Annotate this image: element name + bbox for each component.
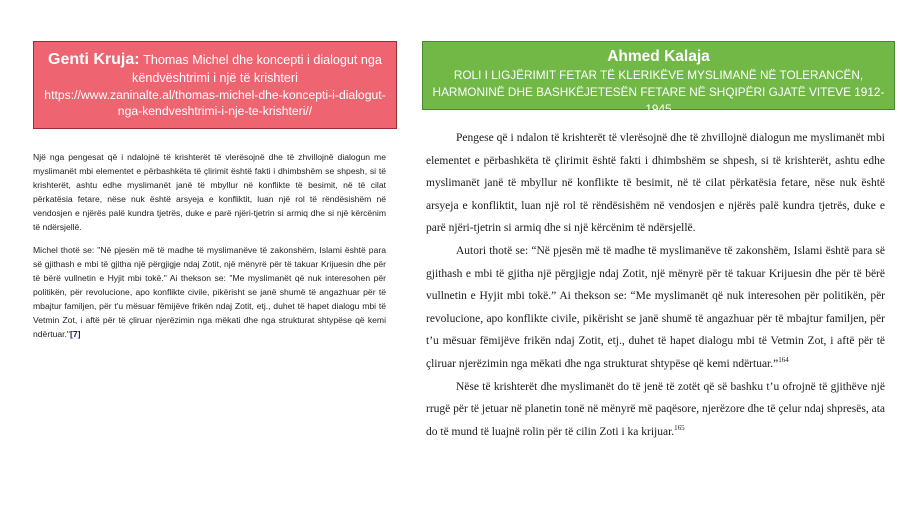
left-author-name: Genti Kruja:	[48, 51, 140, 68]
left-source-header	[33, 41, 397, 129]
left-paragraph-2	[33, 244, 386, 341]
left-paragraph-1: Një nga pengesat që i ndalojnë të krishterët të vlerësojnë dhe të zhvillojnë dialogun me myslimanët mbi elementet e përbashkëta të çlirimit është fakti i dhimbshëm se shpesh, si të krishterët, ashtu edhe myslimanët janë të mbyllur në konflikte të besimit, në të cilat përkatësia fetare, nëse nuk është arsyeja e konfliktit, luan një rol të rëndësishëm në vendosjen e njërës palë kundra tjetrës, duke e parë njëri-tjetrin si armiq dhe si një kërcënim të ndërsjellë.	[33, 152, 386, 232]
right-paragraph-3	[426, 376, 885, 444]
right-paragraph-3-text: Nëse të krishterët dhe myslimanët do të jenë të zotët që së bashku t’u ofrojnë të gjithëve një rrugë për të jetuar në planetin tonë në mënyrë më paqësore, njerëzore dhe të çelur ndaj shpresës, ata do të mund të luajnë rolin për të cilin Zoti i ka krijuar.	[426, 380, 885, 438]
right-paragraph-2-text: Autori thotë se: “Në pjesën më të madhe të myslimanëve të zakonshëm, Islami është para së gjithash e mbi të gjitha një përgjigje ndaj Zotit, një mënyrë për të takuar Krijuesin dhe për të bërë vullnetin e Hyjit mbi tokë.” Ai thekson se: “Me myslimanët që nuk interesohen për politikën, për revolucione, apo konflikte civile, pikërisht se janë shumë të angazhuar për të mbajtur familjen, për t’u mësuar fëmijëve frikën ndaj Zotit, etj., duhet të hapet dialogu mbi të Vetmin Zot, i aftë për të çliruar njerëzimin nga mëkati dhe nga strukturat shtypëse që kemi ndërtuar.”	[426, 244, 885, 370]
right-footnote-164: 164	[778, 355, 789, 364]
right-text-column	[426, 127, 885, 443]
left-article-title: Thomas Michel dhe koncepti i dialogut nga këndvështrimi i një të krishteri	[132, 53, 382, 85]
right-paragraph-2	[426, 240, 885, 376]
right-title-line-2: HARMONINË DHE BASHKËJETESËN FETARE NË SHQIPËRI GJATË VITEVE 1912-1945	[432, 85, 885, 116]
left-text-column	[33, 151, 386, 352]
left-header-title-block	[42, 51, 388, 87]
right-author-name: Ahmed Kalaja	[607, 48, 710, 65]
right-footnote-165: 165	[674, 423, 685, 432]
right-paragraph-1: Pengese që i ndalon të krishterët të vlerësojnë dhe të zhvillojnë dialogun me myslimanët mbi elementet e përbashkëta të çlirimit është fakti i dhimbshëm se shpesh, si të krishterët, ashtu edhe myslimanët janë të mbyllur në konflikte të besimit, në të cilat përkatësia fetare, nëse nuk është arsyeja e konfliktit, luan një rol të rëndësishëm në vendosjen e njërës palë kundra tjetrës, duke e parë njëri-tjetrin si armiq dhe si një kërcënim të ndërsjellë.	[426, 132, 885, 235]
left-paragraph-2-text: Michel thotë se: "Në pjesën më të madhe të myslimanëve të zakonshëm, Islami është para së gjithash e mbi të gjitha një përgjigje ndaj Zotit, një mënyrë për të takuar Krijuesin dhe për të bërë vullnetin e Hyjit mbi tokë." Ai thekson se: "Me myslimanët që nuk interesohen për politikën, për revolucione, apo konflikte civile, pikërisht se janë shumë të angazhuar për të mbajtur familjen, për t'u mësuar fëmijëve frikën ndaj Zotit, etj., duhet të hapet dialogu mbi të Vetmin Zot, i aftë për të çliruar njerëzimin nga mëkati dhe nga strukturat shtypëse që kemi ndërtuar."	[33, 245, 386, 339]
left-source-url[interactable]: https://www.zaninalte.al/thomas-michel-dhe-koncepti-i-dialogut-nga-kendveshtrimi-i-nje-te-krishteri//	[44, 88, 386, 118]
right-title-line-1: ROLI I LIGJËRIMIT FETAR TË KLERIKËVE MYSLIMANË NË TOLERANCËN,	[453, 68, 864, 82]
left-reference-link[interactable]: [7]	[69, 328, 81, 339]
right-source-header	[422, 41, 895, 116]
